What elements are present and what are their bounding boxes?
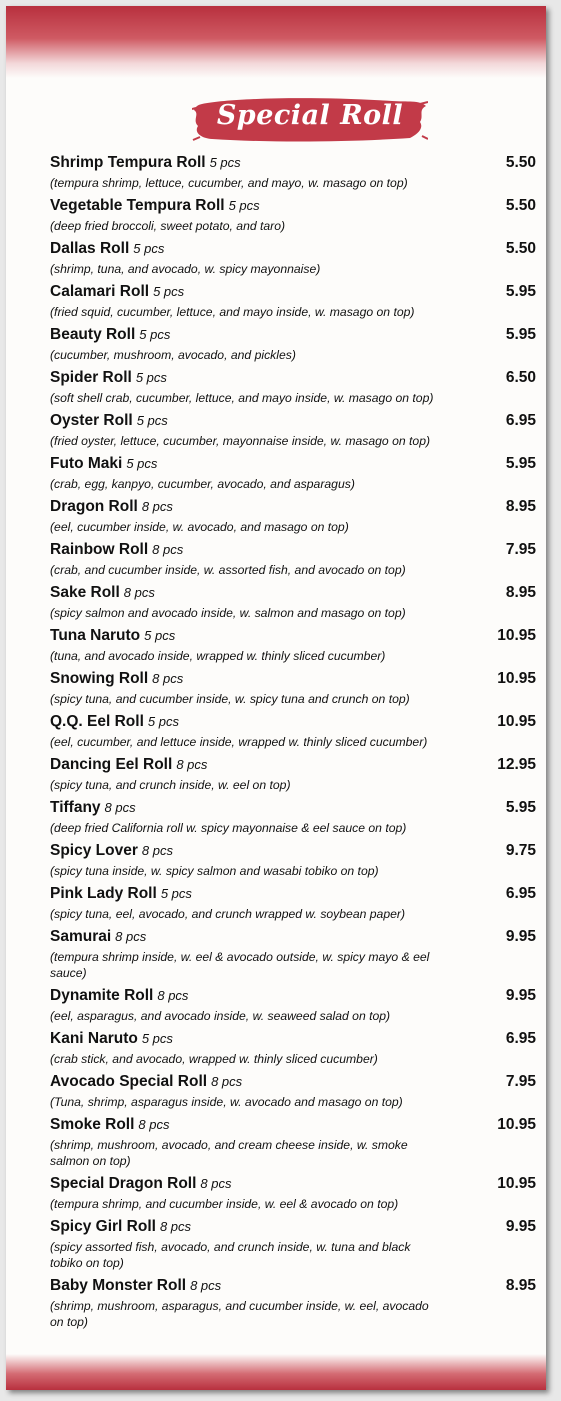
menu-item-pieces: 8 pcs — [159, 1219, 192, 1234]
menu-item-price: 7.95 — [505, 1073, 536, 1090]
menu-item-description: (eel, cucumber inside, w. avocado, and masago on top) — [50, 520, 349, 534]
menu-item-title — [50, 1073, 242, 1091]
menu-item-pieces: 8 pcs — [157, 988, 189, 1003]
menu-item — [50, 987, 536, 1024]
menu-item — [50, 1073, 536, 1110]
bottom-color-band — [6, 1354, 546, 1390]
menu-item-name: Baby Monster Roll — [50, 1277, 187, 1294]
menu-item-name: Beauty Roll — [50, 326, 136, 343]
menu-item-header — [50, 369, 536, 390]
menu-item-title — [50, 885, 192, 903]
menu-item-description: (tempura shrimp, and cucumber inside, w. eel & avocado on top) — [50, 1197, 399, 1211]
menu-item-pieces: 5 pcs — [153, 284, 185, 299]
menu-item-title — [50, 1277, 221, 1295]
menu-item-header — [50, 799, 536, 820]
menu-item-header — [50, 1277, 536, 1298]
menu-item-title — [50, 584, 155, 602]
menu-item-title — [50, 928, 146, 946]
menu-item-header — [50, 1030, 536, 1051]
menu-item-pieces: 5 pcs — [160, 886, 192, 901]
menu-item-price: 9.95 — [505, 928, 536, 945]
menu-item-price: 10.95 — [497, 670, 536, 687]
menu-item-header — [50, 885, 536, 906]
menu-item — [50, 1030, 536, 1067]
menu-item-description: (spicy tuna, and crunch inside, w. eel on top) — [50, 778, 291, 792]
menu-item-title — [50, 1175, 232, 1193]
menu-item-header — [50, 197, 536, 218]
menu-item-header — [50, 326, 536, 347]
menu-item-pieces: 8 pcs — [152, 671, 184, 686]
menu-item-pieces: 5 pcs — [147, 714, 179, 729]
menu-item-name: Sake Roll — [50, 584, 120, 601]
menu-item — [50, 283, 536, 320]
menu-item-description: (crab stick, and avocado, wrapped w. thinly sliced cucumber) — [50, 1052, 378, 1066]
menu-item — [50, 928, 536, 981]
menu-item-price: 10.95 — [497, 1175, 536, 1192]
menu-item-pieces: 5 pcs — [144, 628, 176, 643]
menu-item-header — [50, 756, 536, 777]
menu-item-description: (deep fried California roll w. spicy mayonnaise & eel sauce on top) — [50, 821, 407, 835]
menu-item — [50, 713, 536, 750]
menu-item-description: (soft shell crab, cucumber, lettuce, and mayo inside, w. masago on top) — [50, 391, 434, 405]
menu-item — [50, 455, 536, 492]
menu-item-title — [50, 842, 173, 860]
menu-item — [50, 412, 536, 449]
menu-item-description: (eel, cucumber, and lettuce inside, wrapped w. thinly sliced cucumber) — [50, 735, 428, 749]
menu-item-pieces: 8 pcs — [104, 800, 136, 815]
menu-item-name: Samurai — [50, 928, 112, 945]
menu-item-header — [50, 584, 536, 605]
menu-item-pieces: 8 pcs — [176, 757, 208, 772]
menu-item-title — [50, 154, 241, 172]
menu-item-price: 10.95 — [497, 713, 536, 730]
menu-item — [50, 842, 536, 879]
menu-item-description: (spicy tuna inside, w. spicy salmon and wasabi tobiko on top) — [50, 864, 379, 878]
menu-item-name: Dancing Eel Roll — [50, 756, 173, 773]
menu-item-header — [50, 154, 536, 175]
menu-item-title — [50, 1030, 173, 1048]
menu-item-price: 5.50 — [505, 197, 536, 214]
menu-item-pieces: 5 pcs — [136, 413, 168, 428]
menu-item-pieces: 8 pcs — [190, 1278, 222, 1293]
menu-item-name: Spicy Girl Roll — [50, 1218, 156, 1235]
menu-item-price: 7.95 — [505, 541, 536, 558]
menu-item — [50, 369, 536, 406]
menu-item-name: Tiffany — [50, 799, 101, 816]
menu-item-name: Kani Naruto — [50, 1030, 138, 1047]
menu-item — [50, 541, 536, 578]
menu-item-price: 5.95 — [505, 455, 536, 472]
menu-item-description: (eel, asparagus, and avocado inside, w. seaweed salad on top) — [50, 1009, 391, 1023]
menu-item-pieces: 5 pcs — [228, 198, 260, 213]
menu-item-description: (tempura shrimp inside, w. eel & avocado outside, w. spicy mayo & eel sauce) — [50, 950, 430, 980]
menu-item-price: 9.95 — [505, 987, 536, 1004]
menu-item-header — [50, 455, 536, 476]
menu-item-price: 10.95 — [497, 1116, 536, 1133]
menu-item-header — [50, 240, 536, 261]
menu-item-name: Oyster Roll — [50, 412, 133, 429]
menu-item-name: Tuna Naruto — [50, 627, 141, 644]
menu-item-pieces: 5 pcs — [209, 155, 241, 170]
menu-item-pieces: 5 pcs — [126, 456, 158, 471]
menu-item-name: Vegetable Tempura Roll — [50, 197, 225, 214]
menu-item-description: (shrimp, tuna, and avocado, w. spicy mayonnaise) — [50, 262, 321, 276]
menu-item-description: (fried oyster, lettuce, cucumber, mayonnaise inside, w. masago on top) — [50, 434, 431, 448]
menu-item — [50, 498, 536, 535]
menu-item-pieces: 8 pcs — [115, 929, 147, 944]
menu-item-header — [50, 1116, 536, 1137]
menu-item-name: Shrimp Tempura Roll — [50, 154, 206, 171]
menu-item-pieces: 5 pcs — [141, 1031, 173, 1046]
menu-item-description: (shrimp, mushroom, avocado, and cream cheese inside, w. smoke salmon on top) — [50, 1138, 408, 1168]
menu-item-name: Special Dragon Roll — [50, 1175, 197, 1192]
menu-item — [50, 627, 536, 664]
menu-item — [50, 756, 536, 793]
menu-item-header — [50, 498, 536, 519]
menu-item-name: Pink Lady Roll — [50, 885, 157, 902]
menu-item-price: 5.50 — [505, 240, 536, 257]
menu-item-name: Dallas Roll — [50, 240, 130, 257]
menu-item-title — [50, 1116, 170, 1134]
menu-item-title — [50, 369, 167, 387]
menu-item-pieces: 8 pcs — [138, 1117, 170, 1132]
menu-item-title — [50, 240, 164, 258]
menu-item-name: Spider Roll — [50, 369, 132, 386]
menu-item-title — [50, 1218, 191, 1236]
menu-item-description: (spicy salmon and avocado inside, w. salmon and masago on top) — [50, 606, 406, 620]
menu-item-header — [50, 541, 536, 562]
menu-item-header — [50, 1073, 536, 1094]
menu-item-name: Snowing Roll — [50, 670, 149, 687]
menu-item — [50, 1277, 536, 1330]
menu-item-title — [50, 283, 184, 301]
menu-item-price: 6.95 — [505, 885, 536, 902]
menu-item-title — [50, 799, 136, 817]
section-title: Special Roll — [216, 100, 404, 131]
menu-item-pieces: 8 pcs — [211, 1074, 243, 1089]
menu-item-header — [50, 842, 536, 863]
menu-item-description: (cucumber, mushroom, avocado, and pickles) — [50, 348, 296, 362]
menu-item — [50, 1175, 536, 1212]
menu-item-name: Smoke Roll — [50, 1116, 135, 1133]
menu-item-price: 10.95 — [497, 627, 536, 644]
menu-item-header — [50, 670, 536, 691]
menu-item-pieces: 5 pcs — [133, 241, 165, 256]
menu-item-price: 8.95 — [505, 498, 536, 515]
menu-item-description: (shrimp, mushroom, asparagus, and cucumber inside, w. eel, avocado on top) — [50, 1299, 429, 1329]
menu-item-header — [50, 928, 536, 949]
menu-item-description: (tempura shrimp, lettuce, cucumber, and mayo, w. masago on top) — [50, 176, 408, 190]
menu-item-description: (tuna, and avocado inside, wrapped w. thinly sliced cucumber) — [50, 649, 386, 663]
menu-item-description: (spicy assorted fish, avocado, and crunch inside, w. tuna and black tobiko on top) — [50, 1240, 411, 1270]
menu-item-title — [50, 455, 157, 473]
menu-item-header — [50, 283, 536, 304]
menu-item-name: Futo Maki — [50, 455, 123, 472]
menu-item-name: Avocado Special Roll — [50, 1073, 208, 1090]
menu-item-title — [50, 713, 179, 731]
menu-item-title — [50, 670, 183, 688]
menu-item-description: (deep fried broccoli, sweet potato, and taro) — [50, 219, 286, 233]
menu-item-price: 5.50 — [505, 154, 536, 171]
menu-item-title — [50, 326, 170, 344]
menu-item-description: (spicy tuna, and cucumber inside, w. spicy tuna and crunch on top) — [50, 692, 410, 706]
menu-item-price: 9.75 — [505, 842, 536, 859]
menu-item — [50, 799, 536, 836]
menu-item-header — [50, 627, 536, 648]
menu-item-price: 5.95 — [505, 283, 536, 300]
menu-item-name: Calamari Roll — [50, 283, 150, 300]
menu-item-name: Spicy Lover — [50, 842, 138, 859]
menu-item — [50, 240, 536, 277]
menu-item — [50, 1116, 536, 1169]
menu-item-name: Dragon Roll — [50, 498, 138, 515]
menu-item-name: Q.Q. Eel Roll — [50, 713, 144, 730]
menu-item-pieces: 5 pcs — [135, 370, 167, 385]
menu-item-title — [50, 627, 175, 645]
menu-item-description: (Tuna, shrimp, asparagus inside, w. avocado and masago on top) — [50, 1095, 403, 1109]
menu-item-price: 5.95 — [505, 326, 536, 343]
menu-item-header — [50, 987, 536, 1008]
menu-item-header — [50, 1218, 536, 1239]
menu-item-description: (spicy tuna, eel, avocado, and crunch wrapped w. soybean paper) — [50, 907, 406, 921]
menu-item-title — [50, 756, 207, 774]
menu-item-price: 8.95 — [505, 1277, 536, 1294]
menu-item-pieces: 5 pcs — [139, 327, 171, 342]
menu-item-price: 5.95 — [505, 799, 536, 816]
menu-item — [50, 154, 536, 191]
menu-item — [50, 670, 536, 707]
menu-item-description: (crab, and cucumber inside, w. assorted fish, and avocado on top) — [50, 563, 406, 577]
menu-item — [50, 885, 536, 922]
top-color-band — [6, 6, 546, 78]
menu-item-title — [50, 197, 260, 215]
menu-item-title — [50, 987, 188, 1005]
menu-item-title — [50, 541, 183, 559]
menu-item-price: 8.95 — [505, 584, 536, 601]
menu-item — [50, 197, 536, 234]
menu-item — [50, 584, 536, 621]
menu-item — [50, 326, 536, 363]
menu-item-name: Dynamite Roll — [50, 987, 154, 1004]
menu-item-list — [50, 154, 536, 1336]
menu-item-pieces: 8 pcs — [200, 1176, 232, 1191]
menu-item-pieces: 8 pcs — [141, 843, 173, 858]
menu-item — [50, 1218, 536, 1271]
menu-item-pieces: 8 pcs — [141, 499, 173, 514]
menu-item-pieces: 8 pcs — [123, 585, 155, 600]
menu-item-price: 12.95 — [497, 756, 536, 773]
menu-item-header — [50, 713, 536, 734]
menu-item-price: 6.95 — [505, 1030, 536, 1047]
menu-item-description: (crab, egg, kanpyo, cucumber, avocado, and asparagus) — [50, 477, 355, 491]
menu-item-pieces: 8 pcs — [152, 542, 184, 557]
menu-item-price: 9.95 — [505, 1218, 536, 1235]
menu-item-header — [50, 412, 536, 433]
menu-item-name: Rainbow Roll — [50, 541, 149, 558]
menu-item-title — [50, 412, 168, 430]
menu-item-header — [50, 1175, 536, 1196]
menu-item-price: 6.50 — [505, 369, 536, 386]
menu-page — [6, 6, 546, 1390]
menu-item-price: 6.95 — [505, 412, 536, 429]
menu-item-description: (fried squid, cucumber, lettuce, and mayo inside, w. masago on top) — [50, 305, 415, 319]
section-title-banner — [192, 96, 428, 144]
menu-item-title — [50, 498, 173, 516]
